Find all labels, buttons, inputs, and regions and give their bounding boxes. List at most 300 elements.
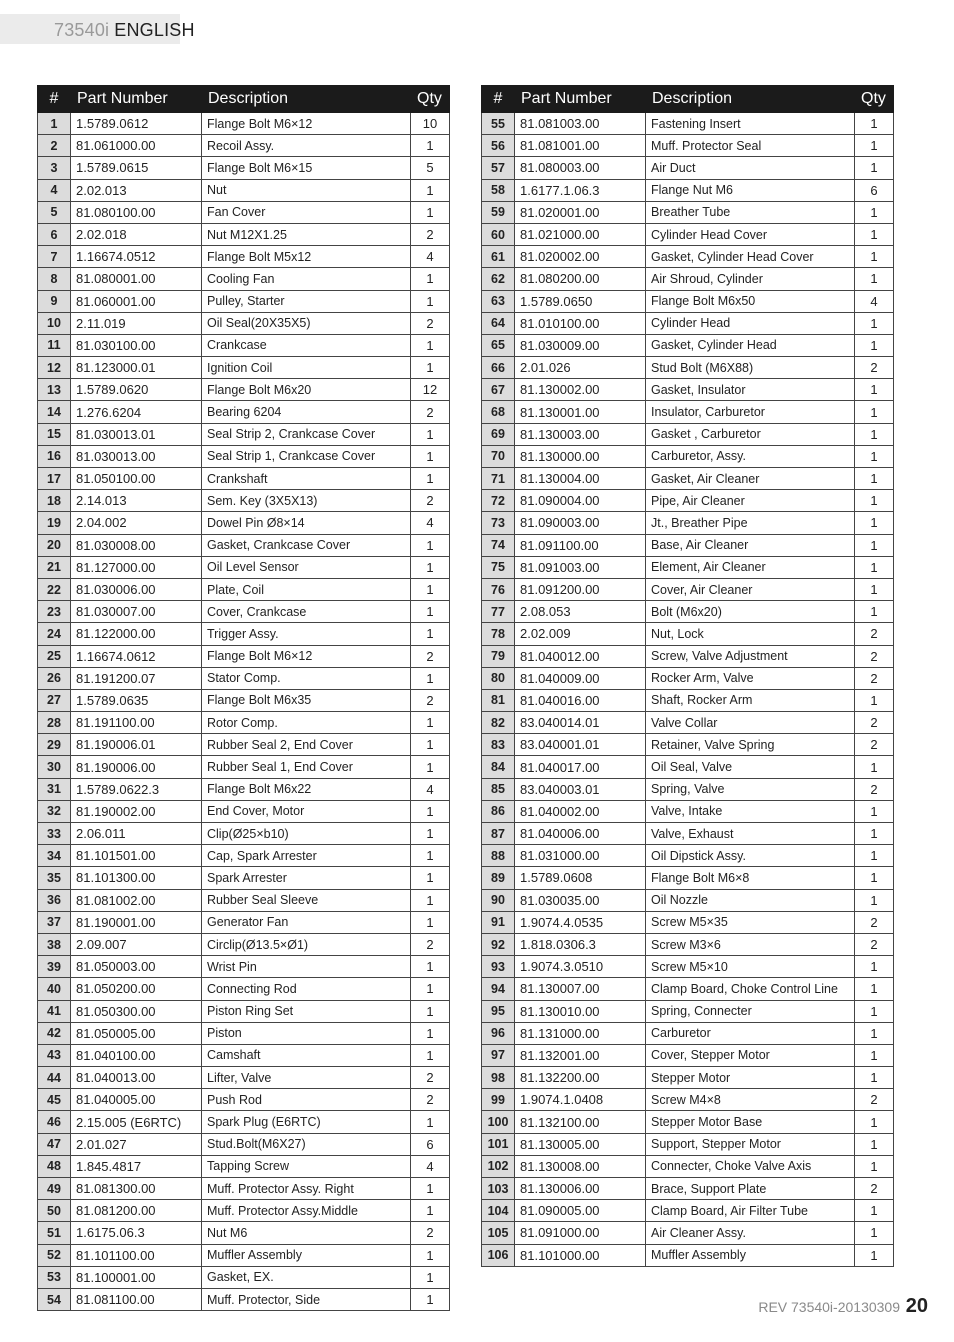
part-index: 75 (482, 556, 515, 578)
part-qty: 1 (411, 1044, 450, 1066)
part-index: 49 (38, 1178, 71, 1200)
part-index: 19 (38, 512, 71, 534)
table-row (38, 956, 450, 978)
part-number: 81.080200.00 (515, 268, 646, 290)
part-description: Flange Nut M6 (646, 179, 855, 201)
part-number: 81.130008.00 (515, 1155, 646, 1177)
part-index: 15 (38, 423, 71, 445)
part-number: 81.130001.00 (515, 401, 646, 423)
part-qty: 1 (855, 889, 894, 911)
part-index: 82 (482, 712, 515, 734)
part-index: 8 (38, 268, 71, 290)
part-number: 81.101300.00 (71, 867, 202, 889)
part-qty: 1 (411, 911, 450, 933)
part-qty: 1 (855, 823, 894, 845)
part-qty: 1 (411, 1244, 450, 1266)
part-number: 81.040013.00 (71, 1067, 202, 1089)
part-index: 79 (482, 645, 515, 667)
part-qty: 6 (855, 179, 894, 201)
part-qty: 4 (411, 1155, 450, 1177)
part-description: Recoil Assy. (202, 135, 411, 157)
part-description: Valve, Intake (646, 800, 855, 822)
table-row (38, 800, 450, 822)
parts-table-right (481, 85, 894, 1267)
part-qty: 1 (411, 357, 450, 379)
part-qty: 1 (411, 867, 450, 889)
part-index: 52 (38, 1244, 71, 1266)
part-number: 81.130006.00 (515, 1178, 646, 1200)
table-row (38, 556, 450, 578)
part-index: 81 (482, 689, 515, 711)
part-number: 2.14.013 (71, 490, 202, 512)
part-number: 81.030013.01 (71, 423, 202, 445)
part-qty: 1 (855, 135, 894, 157)
part-qty: 1 (411, 667, 450, 689)
table-row (482, 911, 894, 933)
language-label: ENGLISH (114, 20, 195, 40)
table-row (482, 379, 894, 401)
part-number: 81.030006.00 (71, 578, 202, 600)
table-row (38, 756, 450, 778)
part-qty: 1 (411, 179, 450, 201)
part-number: 1.5789.0608 (515, 867, 646, 889)
part-number: 2.06.011 (71, 823, 202, 845)
part-number: 81.190006.01 (71, 734, 202, 756)
part-qty: 2 (411, 689, 450, 711)
column-header-description: Description (646, 86, 855, 113)
part-qty: 1 (411, 445, 450, 467)
part-index: 23 (38, 601, 71, 623)
part-index: 28 (38, 712, 71, 734)
part-number: 81.080003.00 (515, 157, 646, 179)
part-index: 98 (482, 1067, 515, 1089)
part-number: 81.050003.00 (71, 956, 202, 978)
part-index: 84 (482, 756, 515, 778)
part-description: Stud.Bolt(M6X27) (202, 1133, 411, 1155)
table-row (38, 1200, 450, 1222)
part-qty: 1 (855, 246, 894, 268)
parts-list-right (482, 113, 894, 1267)
page-number: 20 (905, 1295, 928, 1317)
part-index: 34 (38, 845, 71, 867)
part-description: Nut, Lock (646, 623, 855, 645)
part-number: 81.081002.00 (71, 889, 202, 911)
part-number: 81.040006.00 (515, 823, 646, 845)
table-row (38, 978, 450, 1000)
part-index: 6 (38, 223, 71, 245)
part-qty: 1 (855, 445, 894, 467)
part-index: 104 (482, 1200, 515, 1222)
table-row (38, 911, 450, 933)
part-qty: 1 (411, 268, 450, 290)
table-row (38, 401, 450, 423)
table-row (38, 1288, 450, 1310)
part-description: Flange Bolt M5x12 (202, 246, 411, 268)
table-row (482, 800, 894, 822)
part-description: Flange Bolt M6x20 (202, 379, 411, 401)
part-description: Muff. Protector Assy.Middle (202, 1200, 411, 1222)
part-qty: 1 (411, 1288, 450, 1310)
table-row (482, 845, 894, 867)
part-qty: 2 (411, 1222, 450, 1244)
part-index: 95 (482, 1000, 515, 1022)
part-description: Generator Fan (202, 911, 411, 933)
part-number: 81.080100.00 (71, 201, 202, 223)
part-index: 58 (482, 179, 515, 201)
part-index: 88 (482, 845, 515, 867)
part-index: 16 (38, 445, 71, 467)
part-index: 38 (38, 933, 71, 955)
part-qty: 1 (855, 401, 894, 423)
table-row (38, 534, 450, 556)
part-qty: 6 (411, 1133, 450, 1155)
part-qty: 1 (855, 1133, 894, 1155)
table-row (38, 468, 450, 490)
table-row (38, 845, 450, 867)
table-row (482, 601, 894, 623)
part-index: 42 (38, 1022, 71, 1044)
part-number: 81.090003.00 (515, 512, 646, 534)
part-qty: 2 (411, 490, 450, 512)
part-description: Stud Bolt (M6X88) (646, 357, 855, 379)
part-index: 106 (482, 1244, 515, 1266)
column-header-qty: Qty (855, 86, 894, 113)
part-number: 2.02.013 (71, 179, 202, 201)
table-row (482, 956, 894, 978)
parts-list-left (38, 113, 450, 1311)
part-qty: 1 (411, 290, 450, 312)
table-row (38, 379, 450, 401)
part-description: Plate, Coil (202, 578, 411, 600)
part-qty: 2 (411, 1067, 450, 1089)
part-qty: 2 (855, 1089, 894, 1111)
table-row (482, 113, 894, 135)
table-row (482, 445, 894, 467)
part-number: 81.050100.00 (71, 468, 202, 490)
part-description: Spring, Valve (646, 778, 855, 800)
part-description: Spring, Connecter (646, 1000, 855, 1022)
table-row (482, 1022, 894, 1044)
page-header (54, 18, 195, 42)
part-index: 2 (38, 135, 71, 157)
part-number: 81.130007.00 (515, 978, 646, 1000)
table-row (38, 712, 450, 734)
table-row (38, 667, 450, 689)
table-row (482, 1222, 894, 1244)
part-qty: 1 (855, 867, 894, 889)
part-qty: 1 (411, 1178, 450, 1200)
part-description: Base, Air Cleaner (646, 534, 855, 556)
part-description: Crankshaft (202, 468, 411, 490)
table-row (482, 645, 894, 667)
part-description: Rotor Comp. (202, 712, 411, 734)
part-description: Insulator, Carburetor (646, 401, 855, 423)
column-header-num: # (38, 86, 71, 113)
table-row (38, 423, 450, 445)
part-qty: 1 (411, 823, 450, 845)
column-header-part-number: Part Number (515, 86, 646, 113)
part-qty: 1 (411, 1266, 450, 1288)
table-row (482, 1200, 894, 1222)
part-index: 92 (482, 933, 515, 955)
table-row (482, 734, 894, 756)
part-description: Cylinder Head (646, 312, 855, 334)
part-description: Clamp Board, Air Filter Tube (646, 1200, 855, 1222)
part-qty: 1 (855, 512, 894, 534)
table-header-row (38, 86, 450, 113)
part-index: 53 (38, 1266, 71, 1288)
part-index: 9 (38, 290, 71, 312)
part-description: Sem. Key (3X5X13) (202, 490, 411, 512)
table-row (38, 689, 450, 711)
part-description: Connecting Rod (202, 978, 411, 1000)
part-number: 81.101501.00 (71, 845, 202, 867)
part-index: 68 (482, 401, 515, 423)
part-number: 81.130000.00 (515, 445, 646, 467)
part-description: Element, Air Cleaner (646, 556, 855, 578)
part-description: Trigger Assy. (202, 623, 411, 645)
part-index: 96 (482, 1022, 515, 1044)
part-index: 76 (482, 578, 515, 600)
part-description: Air Shroud, Cylinder (646, 268, 855, 290)
part-qty: 1 (411, 1111, 450, 1133)
table-row (482, 556, 894, 578)
table-row (482, 490, 894, 512)
part-index: 32 (38, 800, 71, 822)
part-number: 83.040014.01 (515, 712, 646, 734)
table-row (482, 268, 894, 290)
part-number: 81.091200.00 (515, 578, 646, 600)
part-description: Cover, Stepper Motor (646, 1044, 855, 1066)
table-row (38, 312, 450, 334)
table-row (38, 490, 450, 512)
part-index: 3 (38, 157, 71, 179)
part-number: 1.16674.0612 (71, 645, 202, 667)
part-description: Gasket , Carburetor (646, 423, 855, 445)
part-description: Brace, Support Plate (646, 1178, 855, 1200)
part-number: 81.091000.00 (515, 1222, 646, 1244)
table-row (482, 1133, 894, 1155)
part-number: 81.080001.00 (71, 268, 202, 290)
part-description: Push Rod (202, 1089, 411, 1111)
part-qty: 1 (855, 1044, 894, 1066)
part-description: Oil Seal(20X35X5) (202, 312, 411, 334)
part-index: 90 (482, 889, 515, 911)
part-description: Breather Tube (646, 201, 855, 223)
part-number: 81.030035.00 (515, 889, 646, 911)
part-qty: 1 (855, 1022, 894, 1044)
table-row (482, 578, 894, 600)
part-number: 1.5789.0612 (71, 113, 202, 135)
part-index: 13 (38, 379, 71, 401)
table-row (482, 712, 894, 734)
part-number: 1.276.6204 (71, 401, 202, 423)
part-number: 81.101000.00 (515, 1244, 646, 1266)
part-number: 81.132100.00 (515, 1111, 646, 1133)
part-number: 81.040005.00 (71, 1089, 202, 1111)
part-index: 51 (38, 1222, 71, 1244)
part-qty: 1 (411, 1022, 450, 1044)
part-index: 4 (38, 179, 71, 201)
part-index: 72 (482, 490, 515, 512)
part-number: 81.091003.00 (515, 556, 646, 578)
part-number: 1.5789.0635 (71, 689, 202, 711)
part-number: 1.818.0306.3 (515, 933, 646, 955)
part-description: Oil Level Sensor (202, 556, 411, 578)
part-description: Spark Arrester (202, 867, 411, 889)
part-qty: 1 (411, 800, 450, 822)
table-row (38, 290, 450, 312)
table-row (38, 1266, 450, 1288)
part-number: 1.9074.4.0535 (515, 911, 646, 933)
part-description: Air Cleaner Assy. (646, 1222, 855, 1244)
table-row (38, 1000, 450, 1022)
part-qty: 1 (855, 1222, 894, 1244)
part-index: 61 (482, 246, 515, 268)
table-row (482, 667, 894, 689)
table-row (482, 1178, 894, 1200)
part-description: Screw M4×8 (646, 1089, 855, 1111)
part-number: 1.5789.0622.3 (71, 778, 202, 800)
part-number: 83.040001.01 (515, 734, 646, 756)
table-row (482, 223, 894, 245)
part-description: Flange Bolt M6x50 (646, 290, 855, 312)
part-number: 81.190001.00 (71, 911, 202, 933)
part-index: 37 (38, 911, 71, 933)
part-index: 25 (38, 645, 71, 667)
table-row (38, 246, 450, 268)
part-description: Pulley, Starter (202, 290, 411, 312)
table-row (38, 334, 450, 356)
part-description: Muffler Assembly (646, 1244, 855, 1266)
part-number: 81.130004.00 (515, 468, 646, 490)
part-description: Screw M5×10 (646, 956, 855, 978)
table-row (38, 933, 450, 955)
part-description: Muff. Protector, Side (202, 1288, 411, 1310)
part-index: 101 (482, 1133, 515, 1155)
part-description: Pipe, Air Cleaner (646, 490, 855, 512)
part-number: 81.040016.00 (515, 689, 646, 711)
table-row (482, 867, 894, 889)
part-index: 33 (38, 823, 71, 845)
part-number: 81.060001.00 (71, 290, 202, 312)
table-row (38, 623, 450, 645)
part-index: 30 (38, 756, 71, 778)
table-row (482, 1111, 894, 1133)
table-row (38, 867, 450, 889)
part-number: 81.050300.00 (71, 1000, 202, 1022)
part-qty: 1 (411, 534, 450, 556)
part-number: 1.9074.3.0510 (515, 956, 646, 978)
part-description: Gasket, Insulator (646, 379, 855, 401)
table-row (482, 179, 894, 201)
part-number: 2.01.027 (71, 1133, 202, 1155)
model-number: 73540i (54, 20, 110, 40)
table-row (482, 778, 894, 800)
part-number: 1.16674.0512 (71, 246, 202, 268)
part-number: 1.6175.06.3 (71, 1222, 202, 1244)
part-number: 81.031000.00 (515, 845, 646, 867)
part-qty: 1 (411, 978, 450, 1000)
part-qty: 1 (411, 468, 450, 490)
part-description: Stator Comp. (202, 667, 411, 689)
part-description: Nut M6 (202, 1222, 411, 1244)
part-index: 103 (482, 1178, 515, 1200)
part-description: Flange Bolt M6×15 (202, 157, 411, 179)
part-index: 80 (482, 667, 515, 689)
part-qty: 1 (411, 712, 450, 734)
part-index: 39 (38, 956, 71, 978)
part-description: Flange Bolt M6×12 (202, 113, 411, 135)
part-description: Rocker Arm, Valve (646, 667, 855, 689)
part-number: 81.131000.00 (515, 1022, 646, 1044)
part-index: 91 (482, 911, 515, 933)
part-number: 81.040017.00 (515, 756, 646, 778)
part-index: 41 (38, 1000, 71, 1022)
part-index: 40 (38, 978, 71, 1000)
part-qty: 1 (855, 423, 894, 445)
part-index: 74 (482, 534, 515, 556)
part-description: Cover, Air Cleaner (646, 578, 855, 600)
part-number: 2.15.005 (E6RTC) (71, 1111, 202, 1133)
part-number: 81.021000.00 (515, 223, 646, 245)
part-number: 81.010100.00 (515, 312, 646, 334)
part-index: 59 (482, 201, 515, 223)
part-number: 81.081200.00 (71, 1200, 202, 1222)
part-number: 81.040002.00 (515, 800, 646, 822)
column-header-num: # (482, 86, 515, 113)
part-index: 57 (482, 157, 515, 179)
table-row (38, 734, 450, 756)
table-row (38, 1111, 450, 1133)
part-description: Seal Strip 2, Crankcase Cover (202, 423, 411, 445)
part-index: 89 (482, 867, 515, 889)
part-qty: 2 (411, 312, 450, 334)
part-qty: 1 (855, 334, 894, 356)
part-description: Shaft, Rocker Arm (646, 689, 855, 711)
part-description: Valve Collar (646, 712, 855, 734)
part-description: Muff. Protector Seal (646, 135, 855, 157)
part-number: 81.050200.00 (71, 978, 202, 1000)
part-number: 81.081001.00 (515, 135, 646, 157)
part-qty: 1 (411, 334, 450, 356)
part-index: 22 (38, 578, 71, 600)
part-description: Piston (202, 1022, 411, 1044)
table-row (482, 1089, 894, 1111)
part-index: 77 (482, 601, 515, 623)
part-number: 2.04.002 (71, 512, 202, 534)
part-number: 81.020002.00 (515, 246, 646, 268)
table-row (38, 778, 450, 800)
table-header-row (482, 86, 894, 113)
part-qty: 10 (411, 113, 450, 135)
part-index: 102 (482, 1155, 515, 1177)
table-row (482, 157, 894, 179)
part-number: 81.030007.00 (71, 601, 202, 623)
part-index: 97 (482, 1044, 515, 1066)
table-row (482, 401, 894, 423)
part-qty: 1 (411, 423, 450, 445)
column-header-qty: Qty (411, 86, 450, 113)
part-qty: 2 (855, 734, 894, 756)
part-description: Bearing 6204 (202, 401, 411, 423)
part-description: Nut (202, 179, 411, 201)
part-qty: 1 (855, 379, 894, 401)
column-header-description: Description (202, 86, 411, 113)
part-number: 81.132001.00 (515, 1044, 646, 1066)
part-index: 99 (482, 1089, 515, 1111)
part-qty: 1 (855, 1067, 894, 1089)
